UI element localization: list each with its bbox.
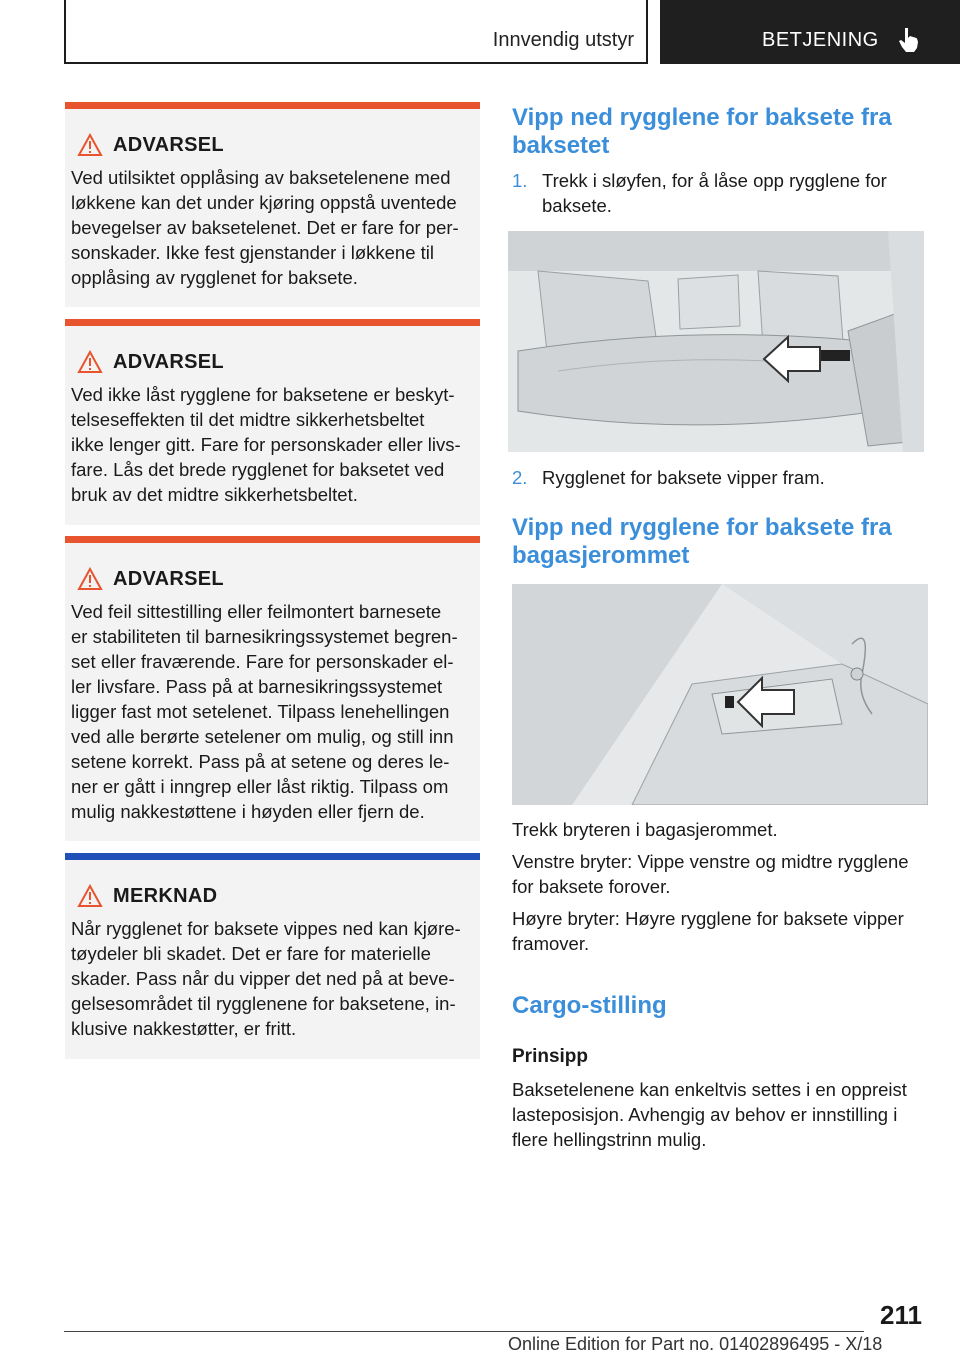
paragraph-cargo-principle: Baksetelenene kan enkeltvis settes i en oppreist lasteposisjon. Avhengig av behov er innstilling i flere hellingstrinn mulig. — [512, 1079, 907, 1150]
warning-triangle-icon — [77, 350, 103, 374]
cargo-area-switch-illustration — [512, 584, 928, 805]
header-chapter-tab — [660, 0, 960, 64]
header-section-label: Innvendig utstyr — [492, 29, 634, 51]
warning-title: ADVARSEL — [113, 351, 224, 373]
notice-title: MERKNAD — [113, 885, 218, 907]
step-text: Rygglenet for baksete vipper fram. — [542, 467, 825, 488]
notice-box — [65, 853, 480, 1059]
footer-edition: Online Edition for Part no. 01402896495 - X/18 — [508, 1334, 883, 1354]
warning-box-3 — [65, 536, 480, 841]
header-section-tab — [64, 0, 648, 64]
step-1 — [512, 168, 932, 218]
warning-box-1 — [65, 102, 480, 307]
warning-text: Ved feil sittestilling eller feilmontert barnesete er stabiliteten til barnesikringssystemet begren- set eller fraværende. Fare for personskader el- ler livsfare. Pass på at barnesikringssystemet ligger fast mot setelenet. Tilpass lenehellingen ved alle berørte setelener om mulig, og still inn setene korrekt. Pass på at setene og deres le- ner er gått i inngrep eller låst riktig. Tilpass om mulig nakkestøttene i høyden eller fjern de. — [71, 601, 458, 822]
warning-title: ADVARSEL — [113, 134, 224, 156]
step-number: 1. — [512, 170, 528, 191]
step-number: 2. — [512, 467, 528, 488]
notice-text: Når rygglenet for baksete vippes ned kan kjøre- tøydeler bli skadet. Det er fare for materielle skader. Pass når du vipper det ned på at beve- gelsesområdet til rygglenene for baksetene, in- klusive nakkestøtter, er fritt. — [71, 918, 461, 1039]
paragraph-pull-switch: Trekk bryteren i bagasjerommet. — [512, 819, 778, 840]
warning-text: Ved ikke låst rygglene for baksetene er beskyt- telseseffekten til det midtre sikkerhetsbeltet ikke lenger gitt. Fare for personskader eller livs- fare. Lås det brede rygglenet for baksetet ved bruk av det midtre sikkerhetsbeltet. — [71, 384, 461, 505]
rear-seat-release-illustration — [508, 231, 924, 452]
section-heading-cargo-position: Cargo-stilling — [512, 992, 667, 1019]
paragraph-right-switch: Høyre bryter: Høyre rygglene for baksete vipper framover. — [512, 908, 904, 954]
warning-triangle-icon — [77, 567, 103, 591]
warning-title: ADVARSEL — [113, 568, 224, 590]
subheading-principle: Prinsipp — [512, 1046, 589, 1067]
step-text: Trekk i sløyfen, for å låse opp rygglene for baksete. — [542, 170, 887, 216]
warning-triangle-icon — [77, 133, 103, 157]
footer-divider — [64, 1331, 864, 1332]
step-2 — [512, 465, 932, 491]
paragraph-left-switch: Venstre bryter: Vippe venstre og midtre rygglene for baksete forover. — [512, 851, 909, 897]
hand-pointer-icon — [896, 26, 922, 54]
notice-triangle-icon — [77, 884, 103, 908]
header-chapter-label: BETJENING — [762, 29, 879, 51]
warning-box-2 — [65, 319, 480, 525]
section-heading-cargo-area: Vipp ned rygglene for baksete fra bagasjerommet — [512, 514, 892, 569]
section-heading-rear-seat: Vipp ned rygglene for baksete fra baksetet — [512, 104, 892, 159]
warning-text: Ved utilsiktet opplåsing av baksetelenene med løkkene kan det under kjøring oppstå uventede bevegelser av baksetelenet. Det er fare for per- sonskader. Ikke fest gjenstander i løkkene til opplåsing av rygglenet for baksete. — [71, 167, 459, 288]
page-number: 211 — [880, 1300, 922, 1330]
